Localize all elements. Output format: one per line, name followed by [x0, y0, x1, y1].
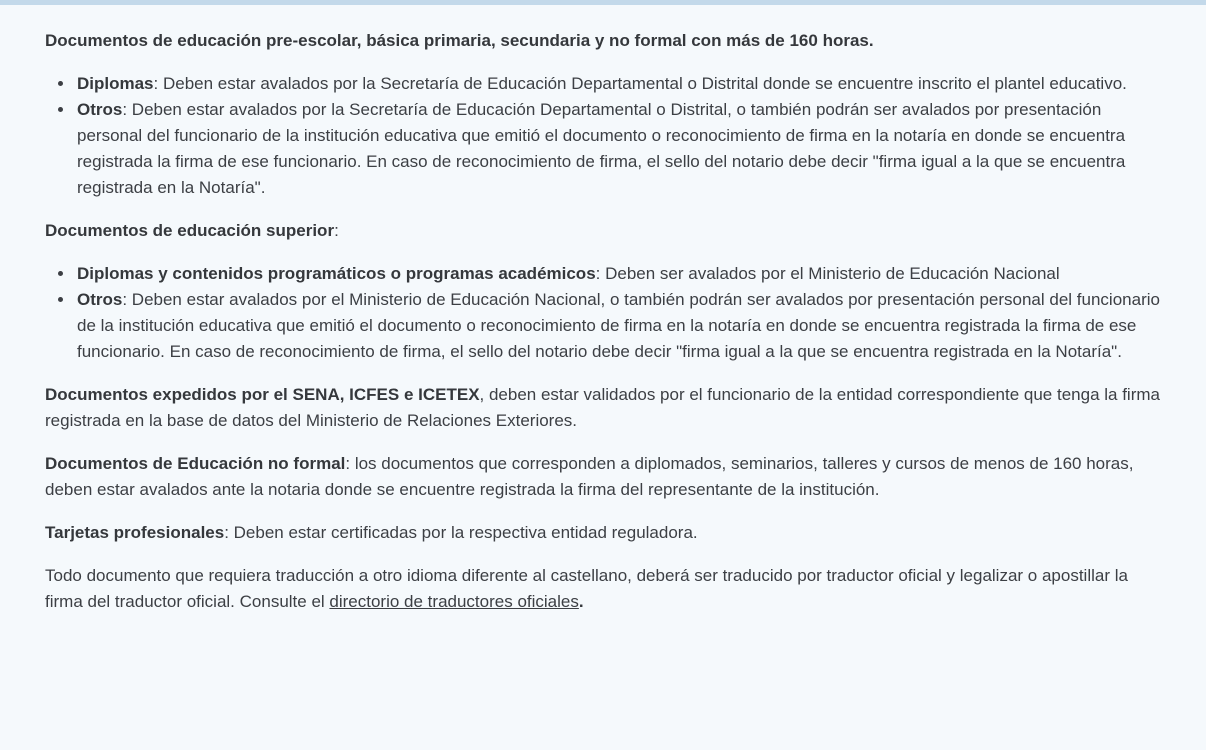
list-item-diplomas-programaticos [75, 261, 1161, 287]
list-item-otros-superior [75, 287, 1161, 365]
paragraph-traduccion-period: . [578, 592, 584, 611]
paragraph-sena-text: , deben estar validados por el funcionario de la entidad correspondiente que tenga la firma registrada en la base de datos del Ministerio de Relaciones Exteriores. [45, 385, 1160, 430]
heading-superior-colon: : [334, 221, 339, 240]
list-preescolar [45, 71, 1161, 201]
list-item-otros-superior-text: : Deben estar avalados por el Ministerio de Educación Nacional, o también podrán ser avalados por presentación personal del funcionario de la institución educativa que emitió el documento o reconocimiento de firma en la notaría en donde se encuentra registrada la firma de ese funcionario. En caso de reconocimiento de firma, el sello del notario debe decir "firma igual a la que se encuentra registrada en la Notaría". [77, 290, 1160, 361]
list-item-diplomas [75, 71, 1161, 97]
list-item-otros-superior-term: Otros [77, 290, 123, 309]
paragraph-tarjetas [45, 520, 1161, 546]
paragraph-tarjetas-bold: Tarjetas profesionales [45, 523, 225, 542]
document-content [0, 5, 1206, 652]
paragraph-sena [45, 382, 1161, 434]
list-item-otros-term: Otros [77, 100, 123, 119]
heading-preescolar-text: Documentos de educación pre-escolar, básica primaria, secundaria y no formal con más de 160 horas. [45, 31, 874, 50]
list-item-diplomas-term: Diplomas [77, 74, 154, 93]
paragraph-traduccion [45, 563, 1161, 615]
paragraph-no-formal [45, 451, 1161, 503]
paragraph-no-formal-bold: Documentos de Educación no formal [45, 454, 346, 473]
heading-superior-text: Documentos de educación superior [45, 221, 335, 240]
traductores-oficiales-link[interactable]: directorio de traductores oficiales [329, 592, 579, 611]
paragraph-traduccion-text: Todo documento que requiera traducción a otro idioma diferente al castellano, deberá ser traducido por traductor oficial y legalizar o apostillar la firma del traductor oficial. Consulte el [45, 566, 1128, 611]
paragraph-sena-bold: Documentos expedidos por el SENA, ICFES e ICETEX [45, 385, 480, 404]
list-superior [45, 261, 1161, 365]
paragraph-tarjetas-text: : Deben estar certificadas por la respectiva entidad reguladora. [224, 523, 698, 542]
heading-superior [45, 218, 1161, 244]
list-item-otros [75, 97, 1161, 201]
list-item-otros-text: : Deben estar avalados por la Secretaría de Educación Departamental o Distrital, o también podrán ser avalados por presentación personal del funcionario de la institución educativa que emitió el documento o reconocimiento de firma en la notaría en donde se encuentra registrada la firma de ese funcionario. En caso de reconocimiento de firma, el sello del notario debe decir "firma igual a la que se encuentra registrada en la Notaría". [77, 100, 1126, 197]
list-item-diplomas-programaticos-text: : Deben ser avalados por el Ministerio de Educación Nacional [595, 264, 1060, 283]
heading-preescolar [45, 28, 1161, 54]
list-item-diplomas-text: : Deben estar avalados por la Secretaría de Educación Departamental o Distrital donde se encuentre inscrito el plantel educativo. [153, 74, 1127, 93]
list-item-diplomas-programaticos-term: Diplomas y contenidos programáticos o programas académicos [77, 264, 596, 283]
paragraph-no-formal-text: : los documentos que corresponden a diplomados, seminarios, talleres y cursos de menos de 160 horas, deben estar avalados ante la notaria donde se encuentre registrada la firma del representante de la institución. [45, 454, 1134, 499]
